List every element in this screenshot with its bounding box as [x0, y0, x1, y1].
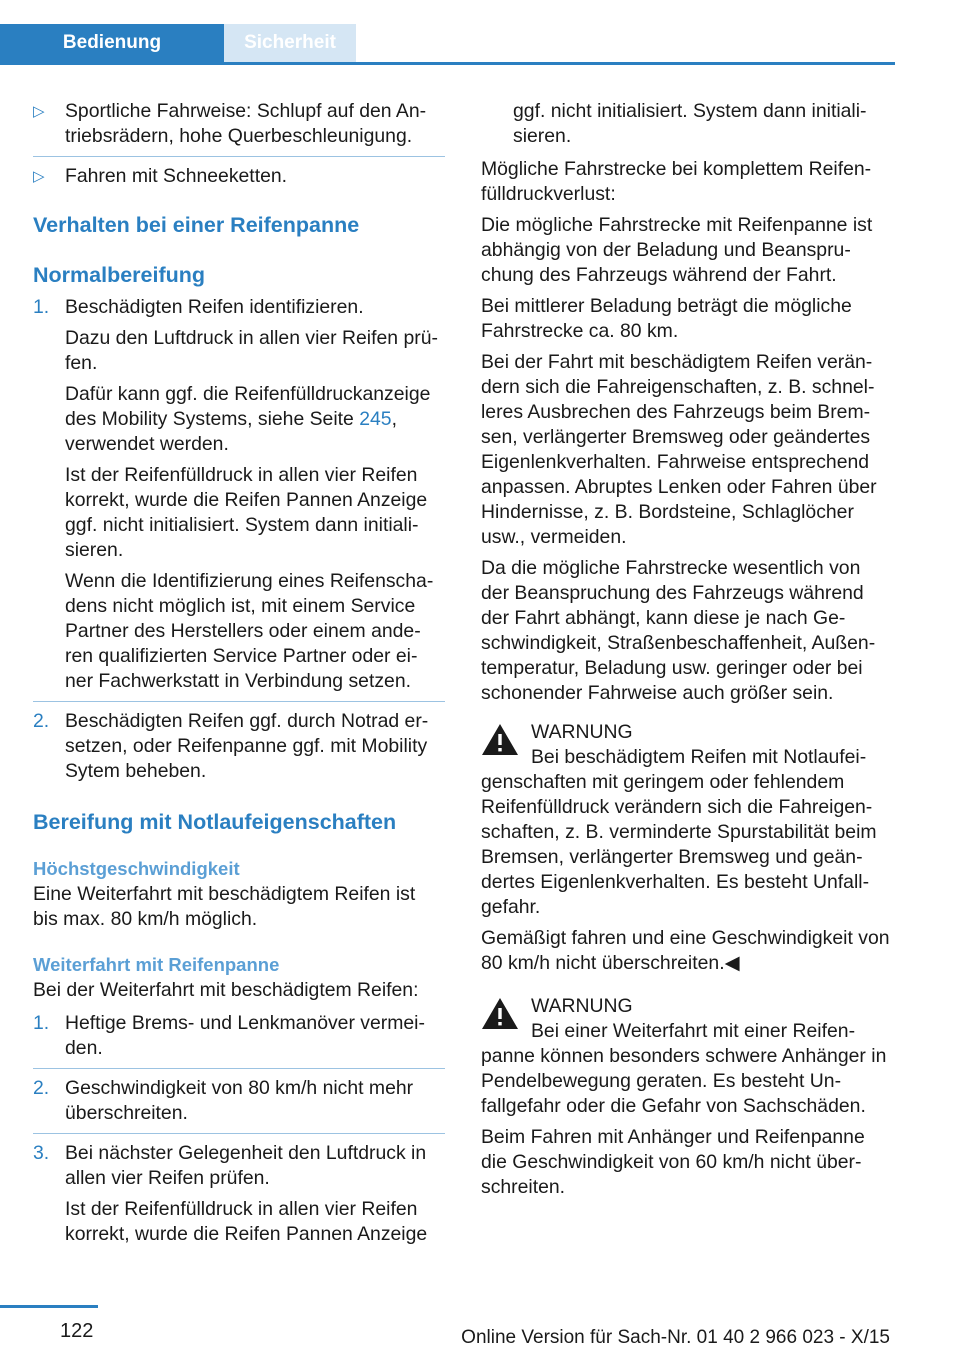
page-number: 122 [60, 1320, 94, 1342]
footer-text: Online Version für Sach-Nr. 01 40 2 966 023 - X/15 [461, 1327, 890, 1348]
left-column [33, 99, 445, 1247]
tab-sicherheit[interactable]: Sicherheit [224, 24, 356, 62]
list-text: Bei nächster Gelegenheit den Luftdruck in allen vier Reifen prüfen. [65, 1142, 427, 1189]
bullet-item [33, 164, 445, 189]
list-text: Beschädigten Reifen ggf. durch Notrad er-setzen, oder Reifenpanne ggf. mit Mobility Sytem beheben. [65, 710, 429, 782]
list-number: 2. [33, 710, 50, 732]
list-item [33, 709, 445, 784]
divider [33, 701, 445, 702]
paragraph: Mögliche Fahrstrecke bei komplettem Reifen-fülldruckverlust: [481, 158, 872, 205]
list-text: Beschädigten Reifen identifizieren. [65, 296, 364, 318]
section-heading-normal: Normalbereifung [33, 263, 206, 287]
section-heading-notlauf: Bereifung mit Notlaufeigenschaften [33, 810, 397, 834]
subheading-hoechst: Höchstgeschwindigkeit [33, 858, 240, 879]
paragraph: Da die mögliche Fahrstrecke wesentlich von der Beanspruchung des Fahrzeugs während der Fahrt abhängt, kann diese je nach Ge-schwindigkeit, Straßenbeschaffenheit, Außen-temperatur, Beladung usw. geringer oder bei schonender Fahrweise auch größer sein. [481, 557, 876, 704]
bullet-text: Sportliche Fahrweise: Schlupf auf den An-triebsrädern, hohe Querbeschleunigung. [65, 100, 427, 147]
continued-text: ggf. nicht initialisiert. System dann initiali-sieren. [513, 100, 867, 147]
bullet-item [33, 99, 445, 149]
list-number: 2. [33, 1077, 50, 1099]
list-item [33, 295, 445, 694]
tab-bedienung[interactable]: Bedienung [0, 24, 224, 62]
bullet-text: Fahren mit Schneeketten. [65, 165, 288, 187]
list-item [33, 1141, 445, 1247]
warning-label: WARNUNG [531, 995, 633, 1017]
chapter-tabs [0, 0, 895, 65]
list-subtext: Wenn die Identifizierung eines Reifenscha-dens nicht möglich ist, mit einem Service Partner des Herstellers oder einem ande-ren qualifizierten Service Partner oder ei-ner Fachwerkstatt in Verbindung setzen. [65, 570, 434, 692]
list-text: Geschwindigkeit von 80 km/h nicht mehr überschreiten. [65, 1077, 414, 1124]
paragraph: Bei mittlerer Beladung beträgt die mögliche Fahrstrecke ca. 80 km. [481, 295, 852, 342]
section-heading-panne: Verhalten bei einer Reifenpanne [33, 213, 360, 237]
subheading-weiter: Weiterfahrt mit Reifenpanne [33, 954, 280, 975]
warning-text: panne können besonders schwere Anhänger in Pendelbewegung geraten. Es besteht Un-fallgefahr oder die Gefahr von Sachschäden. [481, 1045, 887, 1117]
paragraph: Bei der Weiterfahrt mit beschädigtem Reifen: [33, 979, 419, 1001]
warning-first-line: Bei einer Weiterfahrt mit einer Reifen- [531, 1020, 856, 1042]
list-subtext: Ist der Reifenfülldruck in allen vier Reifen korrekt, wurde die Reifen Pannen Anzeige ggf. nicht initialisiert. System dann initiali-sieren. [65, 464, 428, 561]
text: Dafür kann ggf. die Reifenfülldruckanzeige des Mobility Systems, siehe Seite [65, 383, 431, 430]
footer-rule [0, 1305, 98, 1308]
divider [33, 1133, 445, 1134]
list-number: 1. [33, 296, 50, 318]
warning-box [481, 994, 893, 1200]
list-subtext: Dazu den Luftdruck in allen vier Reifen prü-fen. [65, 327, 438, 374]
right-column [481, 99, 893, 1200]
triangle-bullet-icon: ▷ [33, 103, 45, 120]
page-link[interactable]: 245 [359, 408, 392, 430]
list-subtext: Ist der Reifenfülldruck in allen vier Reifen korrekt, wurde die Reifen Pannen Anzeige [65, 1198, 428, 1245]
warning-triangle-icon [481, 722, 519, 756]
triangle-bullet-icon: ▷ [33, 168, 45, 185]
warning-first-line: Bei beschädigtem Reifen mit Notlaufei- [531, 746, 867, 768]
paragraph: Die mögliche Fahrstrecke mit Reifenpanne ist abhängig von der Beladung und Beanspru-chung des Fahrzeugs während der Fahrt. [481, 214, 873, 286]
list-text: Heftige Brems- und Lenkmanöver vermei-den. [65, 1012, 425, 1059]
warning-instruction: Beim Fahren mit Anhänger und Reifenpanne die Geschwindigkeit von 60 km/h nicht über-schreiten. [481, 1126, 865, 1198]
warning-text: genschaften mit geringem oder fehlendem Reifenfülldruck verändern sich die Fahreigen-schaften, z. B. verminderte Spurstabilität beim Bremsen, verlängerter Bremsweg und geän-dertes Eigenlenkverhalten. Es besteht Unfall-gefahr. [481, 771, 877, 918]
list-item [33, 1076, 445, 1126]
divider [33, 1068, 445, 1069]
divider [33, 156, 445, 157]
warning-instruction: Gemäßigt fahren und eine Geschwindigkeit von 80 km/h nicht überschreiten.◀ [481, 927, 890, 974]
text: , verwendet werden. [65, 408, 397, 455]
paragraph: Eine Weiterfahrt mit beschädigtem Reifen ist bis max. 80 km/h möglich. [33, 883, 416, 930]
list-number: 1. [33, 1012, 50, 1034]
list-subtext [65, 382, 445, 457]
warning-box [481, 720, 893, 976]
paragraph: Bei der Fahrt mit beschädigtem Reifen verän-dern sich die Fahreigenschaften, z. B. schnel-leres Ausbrechen des Fahrzeugs beim Brem-sen, verlängerter Bremsweg oder geändertes Eigenlenkverhalten. Fahrweise entsprechend anpassen. Abruptes Lenken oder Fahren über Hindernisse, z. B. Bordsteine, Schlaglöcher usw., vermeiden. [481, 351, 877, 548]
list-number: 3. [33, 1142, 50, 1164]
warning-triangle-icon [481, 996, 519, 1030]
warning-label: WARNUNG [531, 721, 633, 743]
list-item [33, 1011, 445, 1061]
